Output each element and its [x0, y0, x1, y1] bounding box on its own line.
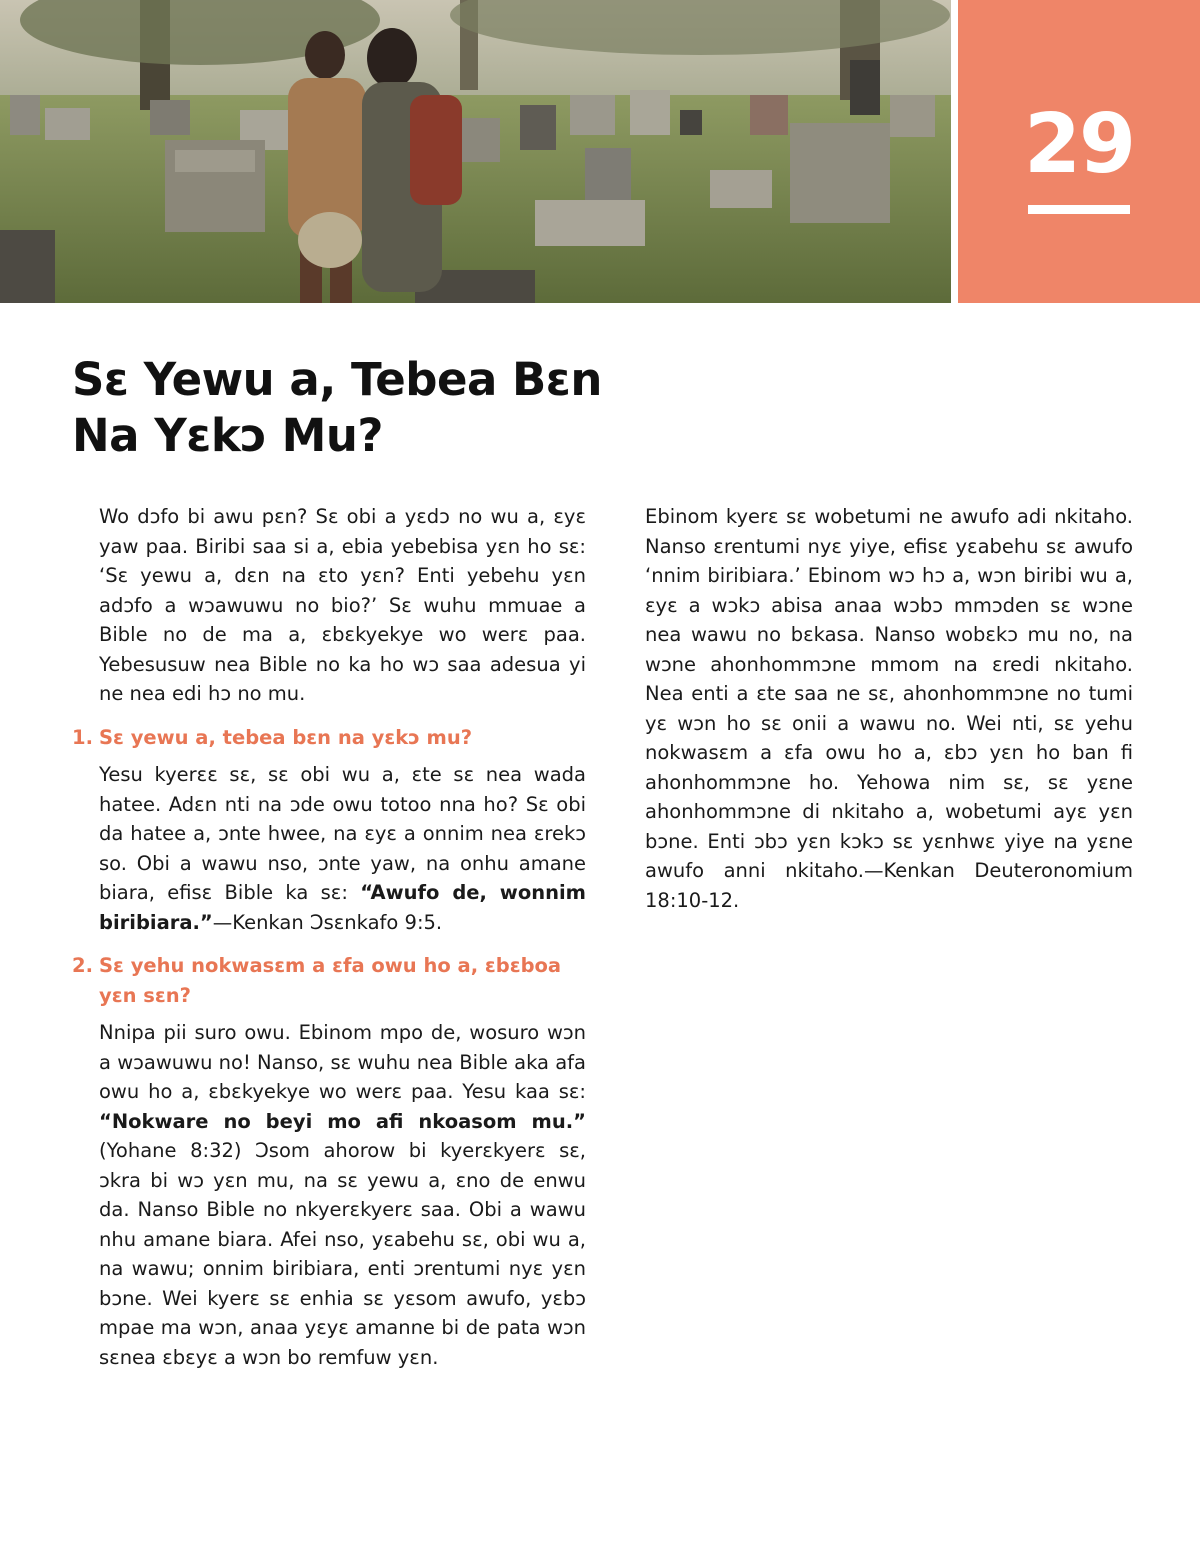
- answer-2-paragraph: [72, 1018, 586, 1372]
- page-title: [72, 352, 672, 464]
- title-line-1: Sɛ Yewu a, Tebea Bɛn: [72, 353, 602, 406]
- question-2-text: Sɛ yehu nokwasɛm a ɛfa owu ho a, ɛbɛboa yɛn sɛn?: [99, 954, 562, 1007]
- question-1: [72, 723, 586, 753]
- answer-2-continuation: (Yohane 8:32) Ɔsom ahorow bi kyerɛkyerɛ sɛ, ɔkra bi wɔ yɛn mu, na sɛ yewu a, ɛno de enwu da. Nanso Bible no nkyerɛkyerɛ saa. Obi a wawu nhu amane biara. Afei nso, yɛabehu sɛ, obi wu a, na wawu; onnim biribiara, enti ɔrentumi nyɛ yɛn bɔne. Wei kyerɛ sɛ enhia sɛ yɛsom awufo, yɛbɔ mpae ma wɔn, anaa yɛyɛ amanne bi de pata wɔn sɛnea ɛbɛyɛ a wɔn bo remfuw yɛn.: [99, 1139, 586, 1369]
- question-2-number: 2.: [72, 954, 93, 977]
- title-line-2: Na Yɛkɔ Mu?: [72, 409, 384, 462]
- question-1-text: Sɛ yewu a, tebea bɛn na yɛkɔ mu?: [99, 725, 473, 749]
- cemetery-photo-illustration: [0, 0, 951, 303]
- lesson-number-badge: [958, 0, 1200, 303]
- intro-paragraph: Wo dɔfo bi awu pɛn? Sɛ obi a yɛdɔ no wu a, ɛyɛ yaw paa. Biribi saa si a, ebia yebebisa yɛn ho sɛ: ‘Sɛ yewu a, dɛn na ɛto yɛn? Enti yebehu yɛn adɔfo a wɔawuwu no bio?’ Sɛ wuhu mmuae a Bible no de ma a, ɛbɛkyekye wo werɛ paa. Yebesusuw nea Bible no ka ho wɔ saa adesua yi ne nea edi hɔ no mu.: [99, 505, 586, 705]
- badge-underline: [1028, 205, 1130, 214]
- left-column: [72, 502, 586, 1382]
- closing-paragraph: Ebinom kyerɛ sɛ wobetumi ne awufo adi nkitaho. Nanso ɛrentumi nyɛ yiye, efisɛ yɛabehu sɛ awufo ‘nnim biribiara.’ Ebinom wɔ hɔ a, wɔn biribi wu a, ɛyɛ a wɔkɔ abisa anaa wɔbɔ mmɔden sɛ wɔne nea wawu no bɛkasa. Nanso wobɛkɔ mu no, na wɔne ahonhommɔne mmom na ɛredi nkitaho. Nea enti a ɛte saa ne sɛ, ahonhommɔne no tumi yɛ wɔn ho sɛ onii a wawu no. Wei nti, sɛ yehu nokwasɛm a ɛfa owu ho a, ɛbɔ yɛn ho ban fi ahonhommɔne ho. Yehowa nim sɛ, sɛ yɛne ahonhommɔne di nkitaho a, wobetumi ayɛ yɛn bɔne. Enti ɔbɔ yɛn kɔkɔ sɛ yɛnhwɛ yiye na yɛne awufo anni nkitaho.—Kenkan Deuteronomium 18:10-12.: [645, 505, 1133, 912]
- lesson-number: 29: [1023, 97, 1135, 192]
- question-2: [72, 951, 586, 1010]
- answer-1-paragraph: [72, 760, 586, 937]
- hero-photo: [0, 0, 951, 303]
- answer-1-reference: —Kenkan Ɔsɛnkafo 9:5.: [212, 910, 443, 934]
- answer-2-text: Nnipa pii suro owu. Ebinom mpo de, wosuro wɔn a wɔawuwu no! Nanso, sɛ wuhu nea Bible aka afa owu ho a, ɛbɛkyekye wo werɛ paa. Yesu kaa sɛ:: [99, 1021, 586, 1103]
- answer-2-scripture-quote: “Nokware no beyi mo afi nkoasom mu.”: [99, 1109, 586, 1133]
- answer-1-text: Yesu kyerɛɛ sɛ, sɛ obi wu a, ɛte sɛ nea wada hatee. Adɛn nti na ɔde owu totoo nna ho? Sɛ obi da hatee a, ɔnte hwee, na ɛyɛ a onnim nea ɛrekɔ so. Obi a wawu nso, ɔnte yaw, na onhu amane biara, efisɛ Bible ka sɛ:: [99, 763, 586, 904]
- right-column: [645, 502, 1133, 925]
- answer-1-scripture-quote: “Awufo de, wonnim biribiara.”: [99, 881, 586, 934]
- question-1-number: 1.: [72, 725, 93, 749]
